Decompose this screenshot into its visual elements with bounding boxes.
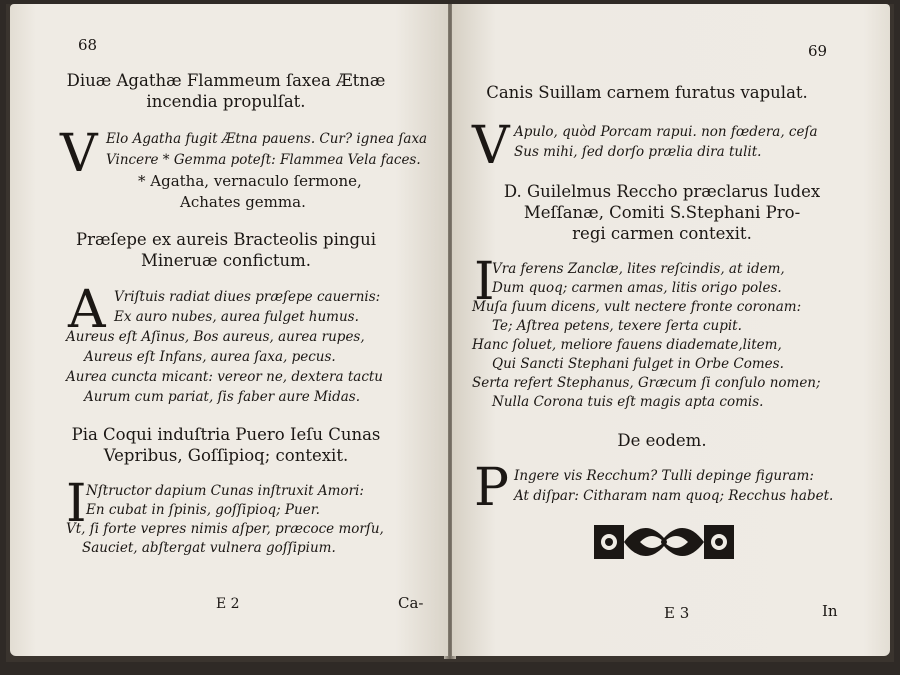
section-heading: De eodem. (617, 431, 707, 450)
verse-line: Elo Agatha fugit Ætna pauens. Cur? ignea ſaxa (106, 131, 428, 147)
open-book (6, 4, 894, 662)
verse-line: Aureus eſt Aſinus, Bos aureus, aurea rupes, (66, 329, 365, 345)
verse-line: Aurea cuncta micant: vereor ne, dextera tactu (66, 369, 383, 385)
drop-capital: V (60, 124, 98, 184)
verse-line: Vriſtuis radiat diues præſepe cauernis: (114, 289, 381, 305)
note-line: * Agatha, vernaculo ſermone, (138, 172, 362, 190)
section-heading: incendia propulſat. (146, 92, 306, 111)
catchword: Ca- (398, 594, 424, 612)
verse-line: Nulla Corona tuis eſt magis apta comis. (492, 394, 764, 410)
drop-capital: V (472, 116, 510, 176)
verse-line: En cubat in ſpinis, goſſipioq; Puer. (86, 502, 320, 518)
verse-line: Sus mihi, ſed dorſo prælia dira tulit. (514, 144, 762, 160)
signature-mark: E 2 (216, 596, 240, 612)
drop-capital: I (66, 474, 87, 534)
section-heading: Diuæ Agathæ Flammeum ſaxea Ætnæ (66, 71, 386, 90)
verse-line: Te; Aſtrea petens, texere ſerta cupit. (492, 318, 742, 334)
verse-line: Ingere vis Recchum? Tulli depinge figuram: (514, 468, 814, 484)
verse-line: Vra ferens Zanclæ, lites reſcindis, at idem, (492, 261, 785, 277)
right-page (452, 4, 890, 656)
section-heading: D. Guilelmus Reccho præclarus Iudex (503, 182, 821, 201)
section-heading: Præſepe ex aureis Bracteolis pingui (76, 230, 376, 249)
verse-line: Nſtructor dapium Cunas inſtruxit Amori: (86, 483, 364, 499)
section-heading: Meſſanæ, Comiti S.Stephani Pro- (523, 203, 801, 222)
verse-line: Hanc ſoluet, meliore fauens diademate,litem, (472, 337, 782, 353)
verse-line: Muſa ſuum dicens, vult nectere fronte coronam: (472, 299, 802, 315)
verse-line: At diſpar: Citharam nam quoq; Recchus habet. (514, 488, 834, 504)
drop-capital: I (474, 252, 495, 312)
catchword: In (822, 602, 838, 620)
page-number: 69 (808, 42, 828, 60)
page-number: 68 (78, 36, 98, 54)
verse-line: Serta refert Stephanus, Græcum ſi conſulo nomen; (472, 375, 821, 391)
verse-line: Apulo, quòd Porcam rapui. non fœdera, ceſa (514, 124, 818, 140)
verse-line: Sauciet, abſtergat vulnera goſſipium. (82, 540, 336, 556)
verse-line: Ex auro nubes, aurea fulget humus. (114, 309, 359, 325)
verse-line: Dum quoq; carmen amas, litis origo poles. (492, 280, 782, 296)
section-heading: regi carmen contexit. (572, 224, 752, 243)
drop-capital: A (68, 280, 106, 340)
section-heading: Pia Coqui induſtria Puero Ieſu Cunas (71, 425, 381, 444)
left-page (10, 4, 448, 656)
verse-line: Qui Sancti Stephani fulget in Orbe Comes. (492, 356, 784, 372)
section-heading: Mineruæ confictum. (140, 251, 312, 270)
section-heading: Vepribus, Goſſipioq; contexit. (103, 446, 349, 465)
verse-line: Aurum cum pariat, ſis faber aure Midas. (84, 389, 361, 405)
section-heading: Canis Suillam carnem furatus vapulat. (486, 83, 808, 102)
drop-capital: P (474, 458, 509, 518)
note-line: Achates gemma. (180, 193, 306, 211)
signature-mark: E 3 (664, 604, 690, 622)
verse-line: Vt, ſi forte vepres nimis aſper, præcoce morſu, (66, 521, 384, 537)
verse-line: Vincere * Gemma poteſt: Flammea Vela faces. (106, 152, 421, 168)
ornament-tailpiece-icon (592, 522, 736, 562)
verse-line: Aureus eſt Infans, aurea ſaxa, pecus. (84, 349, 336, 365)
